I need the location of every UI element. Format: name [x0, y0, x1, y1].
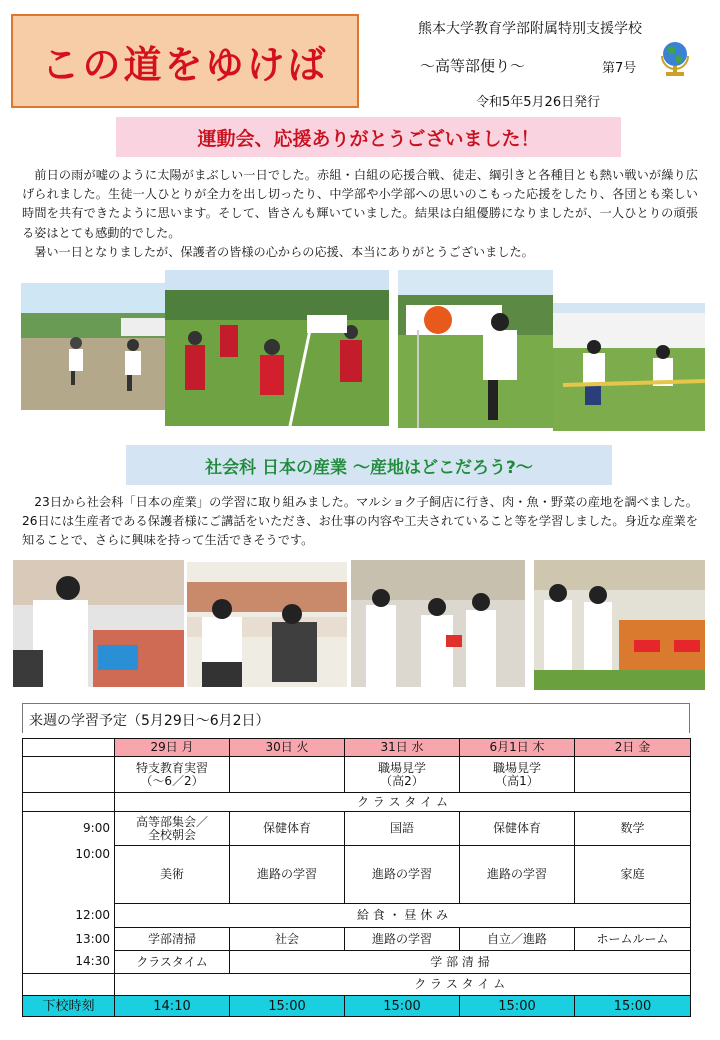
sports-photo-relay — [21, 283, 177, 410]
sports-photo-tug-of-war — [553, 303, 705, 431]
dismissal-fri: 15:00 — [575, 996, 691, 1017]
event-tue — [230, 757, 345, 793]
class-time-cell: ク ラ ス タ イ ム — [115, 793, 691, 812]
dismissal-wed: 15:00 — [345, 996, 460, 1017]
period1-tue: 保健体育 — [230, 812, 345, 846]
period3-mon: 学部清掃 — [115, 928, 230, 951]
social-studies-body: 23日から社会科「日本の産業」の学習に取り組みました。マルショク子飼店に行き、肉・魚・野菜の産地を調べました。26日には生産者である保護者様にご講話をいただき、お仕事の内容や工夫されていること等を学習しました。身近な産業を知ることで、さらに興味を持って生活できそうです。 — [22, 495, 698, 548]
period1-wed: 国語 — [345, 812, 460, 846]
period2-mon: 美術 — [115, 846, 230, 904]
class-time2-row — [23, 974, 691, 996]
time-1200: 12:00 — [23, 904, 115, 928]
cleaning-mon: クラスタイム — [115, 951, 230, 974]
event-fri — [575, 757, 691, 793]
period2-tue: 進路の学習 — [230, 846, 345, 904]
event-mon: 特支教育実習 （～6／2） — [115, 757, 230, 793]
class-time2-cell: ク ラ ス タ イ ム — [230, 974, 691, 996]
cleaning-cell: 学 部 清 掃 — [230, 951, 691, 974]
newsletter-title: この道をゆけば — [41, 41, 329, 87]
event-thu: 職場見学 （高1） — [460, 757, 575, 793]
schedule-corner-cell — [23, 739, 115, 757]
market-photo-fish — [187, 562, 347, 687]
sports-photo-tug-start — [398, 270, 553, 428]
dismissal-thu: 15:00 — [460, 996, 575, 1017]
schedule-header-row — [23, 739, 691, 757]
class-time-row — [23, 793, 691, 812]
day-header-mon: 29日 月 — [115, 739, 230, 757]
lunch-row — [23, 904, 691, 928]
period3-tue: 社会 — [230, 928, 345, 951]
dismissal-label: 下校時刻 — [23, 996, 115, 1017]
globe-icon — [656, 38, 694, 78]
period1-fri: 数学 — [575, 812, 691, 846]
cleaning-row — [23, 951, 691, 974]
period2-row — [23, 846, 691, 904]
period1-mon: 高等部集会／ 全校朝会 — [115, 812, 230, 846]
period2-fri: 家庭 — [575, 846, 691, 904]
time-1000: 10:00 — [23, 846, 115, 904]
day-header-fri: 2日 金 — [575, 739, 691, 757]
sports-day-paragraph-1: 前日の雨が嘘のように太陽がまぶしい一日でした。赤組・白組の応援合戦、徒走、綱引きと各種目とも熱い戦いが繰り広げられました。生徒一人ひとりが全力を出し切ったり、中学部や小学部への思いのこもった応援をしたり、各団とも楽しい時間を共有できたように思います。そして、皆さんも輝いていました。結果は白組優勝になりましたが、一人ひとりの頑張る姿はとても感動的でした。 — [22, 168, 698, 240]
time-1430: 14:30 — [23, 951, 115, 974]
market-photo-vegetables — [351, 560, 525, 687]
schedule-table — [22, 738, 691, 1017]
issue-number: 第7号 — [602, 61, 637, 76]
sports-day-heading: 運動会、応援ありがとうございました！ — [116, 117, 621, 157]
social-studies-heading: 社会科 日本の産業 ～産地はどこだろう?～ — [126, 445, 612, 485]
period2-wed: 進路の学習 — [345, 846, 460, 904]
market-photo-meat — [13, 560, 184, 687]
period3-fri: ホームルーム — [575, 928, 691, 951]
sports-photo-cheer — [165, 270, 389, 426]
time-0900: 9:00 — [23, 812, 115, 846]
sports-day-paragraph-2: 暑い一日となりましたが、保護者の皆様の心からの応援、本当にありがとうございました。 — [22, 244, 534, 259]
period2-thu: 進路の学習 — [460, 846, 575, 904]
dismissal-row — [23, 996, 691, 1017]
dismissal-tue: 15:00 — [230, 996, 345, 1017]
time-1300: 13:00 — [23, 928, 115, 951]
day-header-thu: 6月1日 木 — [460, 739, 575, 757]
period3-thu: 自立／進路 — [460, 928, 575, 951]
events-label-cell — [23, 757, 115, 793]
period3-row — [23, 928, 691, 951]
sports-day-body — [22, 166, 698, 262]
issue-date: 令和5年5月26日発行 — [476, 95, 601, 110]
event-wed: 職場見学 （高2） — [345, 757, 460, 793]
day-header-tue: 30日 火 — [230, 739, 345, 757]
schedule-title: 来週の学習予定（5月29日～6月2日） — [22, 703, 690, 733]
issue-name: ～高等部便り～ — [420, 57, 526, 75]
period1-row — [23, 812, 691, 846]
school-name: 熊本大学教育学部附属特別支援学校 — [418, 21, 642, 37]
dismissal-mon: 14:10 — [115, 996, 230, 1017]
day-header-wed: 31日 水 — [345, 739, 460, 757]
period3-wed: 進路の学習 — [345, 928, 460, 951]
period1-thu: 保健体育 — [460, 812, 575, 846]
lunch-cell: 給 食 ・ 昼 休 み — [115, 904, 691, 928]
newsletter-title-box — [11, 14, 359, 108]
market-photo-produce — [534, 560, 705, 690]
events-row — [23, 757, 691, 793]
